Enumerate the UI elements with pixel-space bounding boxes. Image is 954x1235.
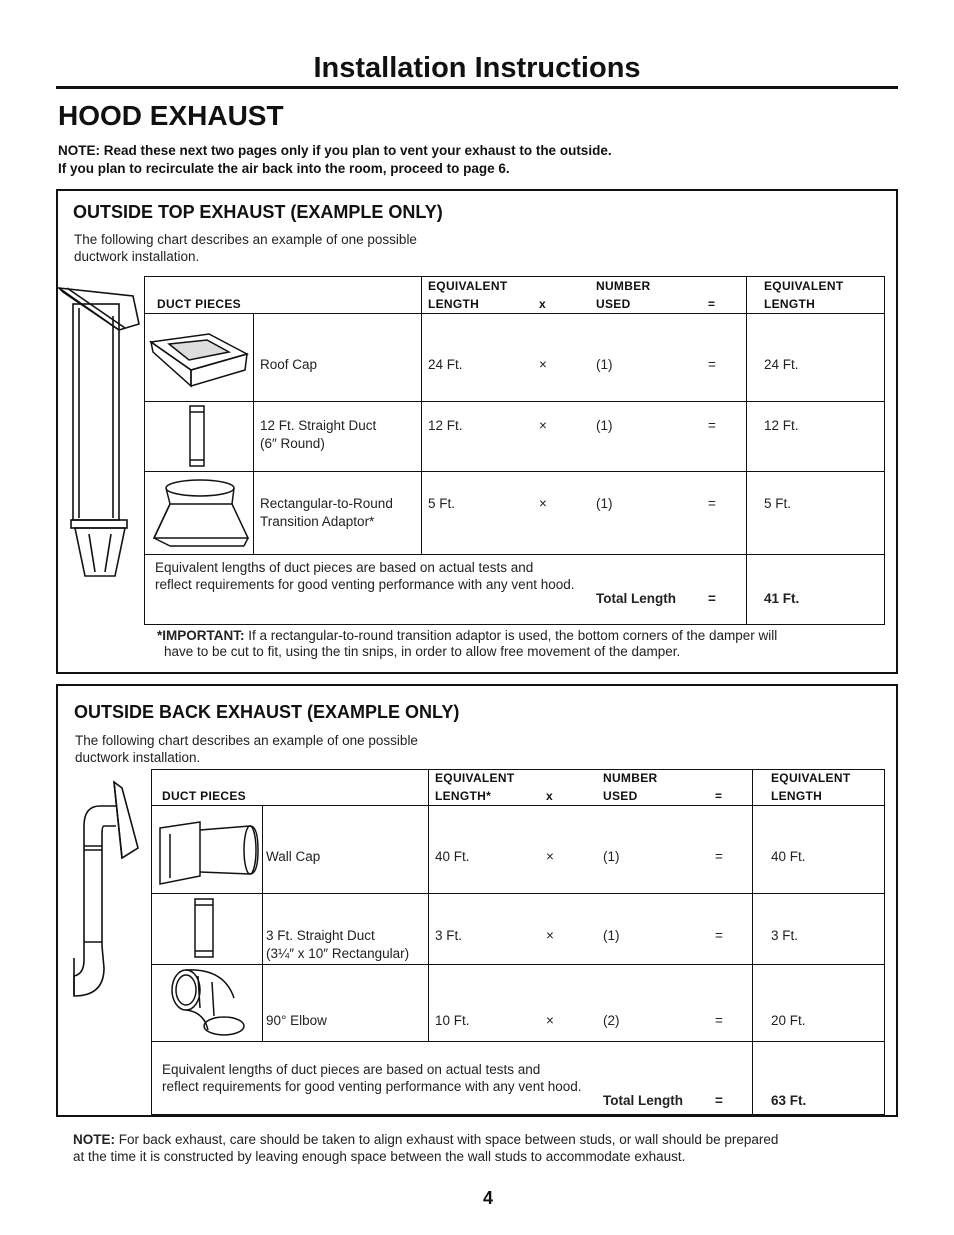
top-row-3-x: × [539, 496, 547, 511]
back-row-1-x: × [546, 849, 554, 864]
top-footer-line-2: reflect requirements for good venting performance with any vent hood. [155, 577, 575, 592]
top-row-2-x: × [539, 418, 547, 433]
top-total-label: Total Length [596, 591, 676, 606]
top-row-3-num: (1) [596, 496, 613, 511]
important-note [157, 627, 877, 661]
top-hdr-duct-pieces: DUCT PIECES [157, 297, 241, 311]
top-hdr-length-total: LENGTH [764, 297, 816, 311]
top-header-rule [144, 313, 885, 314]
page-title: Installation Instructions [313, 52, 641, 84]
top-hdr-times: x [539, 297, 546, 311]
top-row-2-piece: 12 Ft. Straight Duct [260, 418, 377, 433]
top-col-rule-2 [421, 276, 422, 554]
top-desc-line-1: The following chart describes an example of one possible [74, 232, 417, 247]
top-footer-line-1: Equivalent lengths of duct pieces are based on actual tests and [155, 560, 534, 575]
back-col-rule-1 [262, 805, 263, 1041]
back-row-2-num: (1) [603, 928, 620, 943]
top-row-2-eq: = [708, 418, 716, 433]
top-row-1-num: (1) [596, 357, 613, 372]
transition-adaptor-icon [150, 478, 250, 550]
back-hdr-length: LENGTH* [435, 789, 492, 803]
top-hdr-length: LENGTH [428, 297, 480, 311]
important-text-1: If a rectangular-to-round transition adaptor is used, the bottom corners of the damper will [244, 628, 778, 643]
top-row-2-total: 12 Ft. [764, 418, 799, 433]
back-note-text-2: at the time it is constructed by leaving enough space between the wall studs to accommodate exhaust. [73, 1149, 686, 1164]
back-desc-line-2: ductwork installation. [75, 750, 201, 765]
top-row-3-equiv: 5 Ft. [428, 496, 456, 511]
top-row-2-num: (1) [596, 418, 613, 433]
straight-duct-icon [188, 404, 208, 468]
back-row-2-piece: 3 Ft. Straight Duct [266, 928, 375, 943]
top-row-2-piece-detail: (6″ Round) [260, 436, 325, 451]
back-col-rule-2 [428, 769, 429, 1041]
top-total-value: 41 Ft. [764, 591, 800, 606]
top-row-3-eq: = [708, 496, 716, 511]
top-row-1-piece: Roof Cap [260, 357, 318, 372]
back-footer-line-2: reflect requirements for good venting performance with any vent hood. [162, 1079, 582, 1094]
back-row-2-x: × [546, 928, 554, 943]
back-exhaust-title: OUTSIDE BACK EXHAUST (EXAMPLE ONLY) [74, 702, 460, 722]
top-exhaust-description [74, 231, 417, 265]
back-hdr-used: USED [603, 789, 638, 803]
top-hdr-equivalent: EQUIVALENT [428, 279, 508, 293]
back-exhaust-note [73, 1131, 873, 1165]
back-row-1-piece: Wall Cap [266, 849, 321, 864]
back-row-2-equiv: 3 Ft. [435, 928, 463, 943]
back-exhaust-description [75, 732, 418, 766]
back-row-3-equiv: 10 Ft. [435, 1013, 470, 1028]
back-row-1-equiv: 40 Ft. [435, 849, 470, 864]
rectangular-duct-icon [193, 897, 215, 959]
top-total-equals: = [708, 591, 716, 606]
back-note-label: NOTE: [73, 1132, 115, 1147]
back-hdr-length-total: LENGTH [771, 789, 823, 803]
elbow-icon [168, 968, 248, 1038]
section-title: HOOD EXHAUST [58, 100, 284, 131]
back-desc-line-1: The following chart describes an example of one possible [75, 733, 418, 748]
back-hdr-number: NUMBER [603, 771, 658, 785]
top-col-rule-3 [746, 276, 747, 625]
back-row-3-piece: 90° Elbow [266, 1013, 327, 1028]
top-row-rule-3 [144, 554, 885, 555]
intro-note-line-2: If you plan to recirculate the air back into the room, proceed to page 6. [58, 161, 510, 176]
back-hdr-equivalent-total: EQUIVALENT [771, 771, 851, 785]
back-hdr-times: x [546, 789, 553, 803]
back-row-3-x: × [546, 1013, 554, 1028]
back-row-3-eq: = [715, 1013, 723, 1028]
top-row-2-equiv: 12 Ft. [428, 418, 463, 433]
top-col-rule-1 [253, 313, 254, 554]
intro-note [58, 142, 612, 178]
top-row-3-piece: Rectangular-to-Round [260, 496, 393, 511]
back-row-3-total: 20 Ft. [771, 1013, 806, 1028]
back-note-text-1: For back exhaust, care should be taken to align exhaust with space between studs, or wall should be prepared [115, 1132, 779, 1147]
back-note-line-1 [73, 1131, 873, 1148]
back-row-1-num: (1) [603, 849, 620, 864]
back-hdr-equals: = [715, 789, 723, 803]
top-row-1-eq: = [708, 357, 716, 372]
title-rule [56, 86, 898, 89]
top-row-rule-2 [144, 471, 885, 472]
vertical-duct-illustration [55, 282, 145, 582]
wall-cap-icon [156, 820, 260, 888]
back-total-label: Total Length [603, 1093, 683, 1108]
back-hdr-duct-pieces: DUCT PIECES [162, 789, 246, 803]
top-row-rule-1 [144, 401, 885, 402]
back-col-rule-3 [752, 769, 753, 1115]
back-row-1-eq: = [715, 849, 723, 864]
top-row-1-total: 24 Ft. [764, 357, 799, 372]
back-row-rule-3 [151, 1041, 885, 1042]
intro-note-line-1: NOTE: Read these next two pages only if you plan to vent your exhaust to the outside. [58, 143, 612, 158]
back-row-2-piece-detail: (3¼″ x 10″ Rectangular) [266, 946, 410, 961]
top-hdr-equivalent-total: EQUIVALENT [764, 279, 844, 293]
roof-cap-icon [149, 330, 249, 390]
top-hdr-used: USED [596, 297, 631, 311]
top-exhaust-title: OUTSIDE TOP EXHAUST (EXAMPLE ONLY) [73, 202, 443, 222]
top-hdr-number: NUMBER [596, 279, 651, 293]
top-row-3-total: 5 Ft. [764, 496, 792, 511]
important-label: *IMPORTANT: [157, 628, 245, 643]
top-row-1-equiv: 24 Ft. [428, 357, 463, 372]
top-desc-line-2: ductwork installation. [74, 249, 200, 264]
back-total-value: 63 Ft. [771, 1093, 807, 1108]
back-row-3-num: (2) [603, 1013, 620, 1028]
back-row-1-total: 40 Ft. [771, 849, 806, 864]
page-number: 4 [482, 1188, 493, 1208]
back-hdr-equivalent: EQUIVALENT [435, 771, 515, 785]
back-row-2-eq: = [715, 928, 723, 943]
top-row-1-x: × [539, 357, 547, 372]
back-total-equals: = [715, 1093, 723, 1108]
back-footer-line-1: Equivalent lengths of duct pieces are based on actual tests and [162, 1062, 541, 1077]
back-row-2-total: 3 Ft. [771, 928, 799, 943]
back-duct-illustration [70, 778, 150, 1000]
top-hdr-equals: = [708, 297, 716, 311]
important-text-2: have to be cut to fit, using the tin snips, in order to allow free movement of the damper. [164, 644, 681, 659]
top-row-3-piece-detail: Transition Adaptor* [260, 514, 375, 529]
